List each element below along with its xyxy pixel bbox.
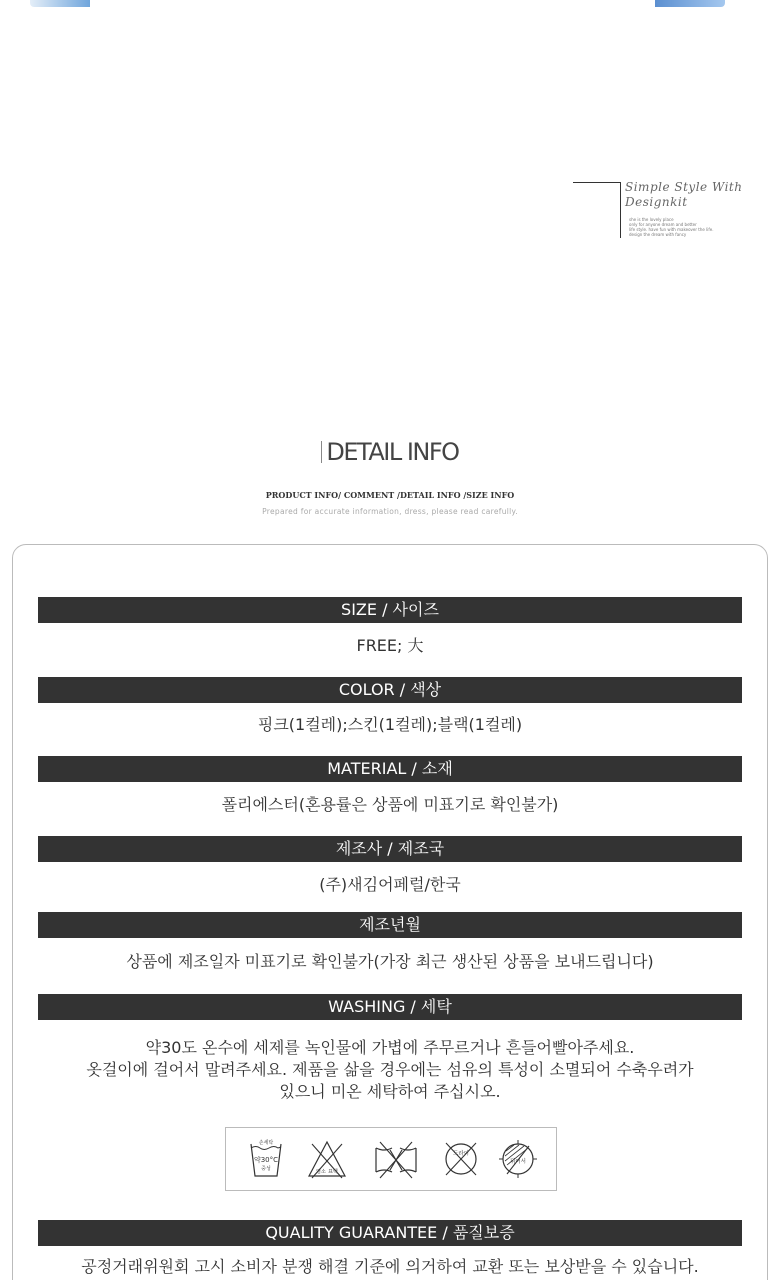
no-bleach-text: 표백	[328, 1169, 338, 1175]
brand-logo	[573, 180, 763, 242]
no-bleach-text: 염소	[316, 1169, 326, 1175]
logo-script-line1: Simple Style With	[625, 180, 743, 194]
hand-wash-icon	[248, 1138, 284, 1180]
logo-line-vertical	[620, 182, 621, 238]
size-value: FREE; 大	[356, 636, 424, 655]
hand-wash-temp: 약30°C	[253, 1156, 279, 1164]
color-value: 핑크(1컬레);스킨(1컬레);블랙(1컬레)	[257, 715, 523, 734]
washing-line-1: 약30도 온수에 세제를 녹인물에 가볍에 주무르거나 흔들어빨아주세요.	[145, 1038, 635, 1057]
no-dry-clean-text: 드라이	[453, 1151, 469, 1157]
size-header: SIZE / 사이즈	[38, 597, 742, 623]
manufacture-date-header: 제조년월	[38, 912, 742, 938]
logo-line-horizontal	[573, 182, 621, 183]
logo-script-line2: Designkit	[625, 195, 688, 209]
title-divider	[321, 441, 322, 463]
logo-small-line: only for anyone dream and better	[629, 222, 697, 227]
washing-line-3: 있으니 미온 세탁하여 주십시오.	[279, 1082, 501, 1101]
logo-small-line: she is the lovely place	[629, 217, 674, 222]
logo-script-text	[625, 180, 742, 210]
washing-line-2: 옷걸이에 걸어서 말려주세요. 제품을 삶을 경우에는 섬유의 특성이 소멸되어 수축우려가	[86, 1060, 694, 1079]
maker-value: (주)새김어페럴/한국	[319, 875, 461, 894]
no-tumble-dry-icon	[497, 1138, 539, 1180]
hand-wash-detergent: 중성	[261, 1166, 271, 1172]
no-wring-text: 뒤어서	[510, 1159, 526, 1165]
detail-info-note: Prepared for accurate information, dress, please read carefully.	[262, 507, 518, 516]
color-header: COLOR / 색상	[38, 677, 742, 703]
washing-header: WASHING / 세탁	[38, 994, 742, 1020]
no-bleach-icon	[306, 1138, 348, 1180]
maker-header: 제조사 / 제조국	[38, 836, 742, 862]
detail-info-title: DETAIL INFO	[326, 438, 459, 466]
top-accent-right	[655, 0, 725, 7]
logo-small-line: design the dream with fancy	[629, 232, 687, 237]
quality-value: 공정거래위원회 고시 소비자 분쟁 해결 기준에 의거하여 교환 또는 보상받을 수 있습니다.	[81, 1257, 699, 1276]
quality-header: QUALITY GUARANTEE / 품질보증	[38, 1220, 742, 1246]
no-wring-twist-icon	[372, 1138, 420, 1180]
detail-info-heading	[0, 438, 780, 466]
manufacture-date-value: 상품에 제조일자 미표기로 확인불가(가장 최근 생산된 상품을 보내드립니다)	[126, 952, 654, 971]
top-accent-left	[30, 0, 90, 7]
logo-small-text	[629, 217, 713, 237]
logo-small-line: life style. have fun with makeover the life.	[629, 227, 714, 232]
care-icons-box	[225, 1127, 557, 1191]
material-value: 폴리에스터(혼용률은 상품에 미표기로 확인불가)	[221, 795, 559, 814]
no-dry-clean-icon	[442, 1138, 480, 1180]
hand-wash-label: 손세탁	[258, 1140, 274, 1146]
material-header: MATERIAL / 소재	[38, 756, 742, 782]
detail-info-subtitle: PRODUCT INFO/ COMMENT /DETAIL INFO /SIZE INFO	[265, 490, 515, 500]
